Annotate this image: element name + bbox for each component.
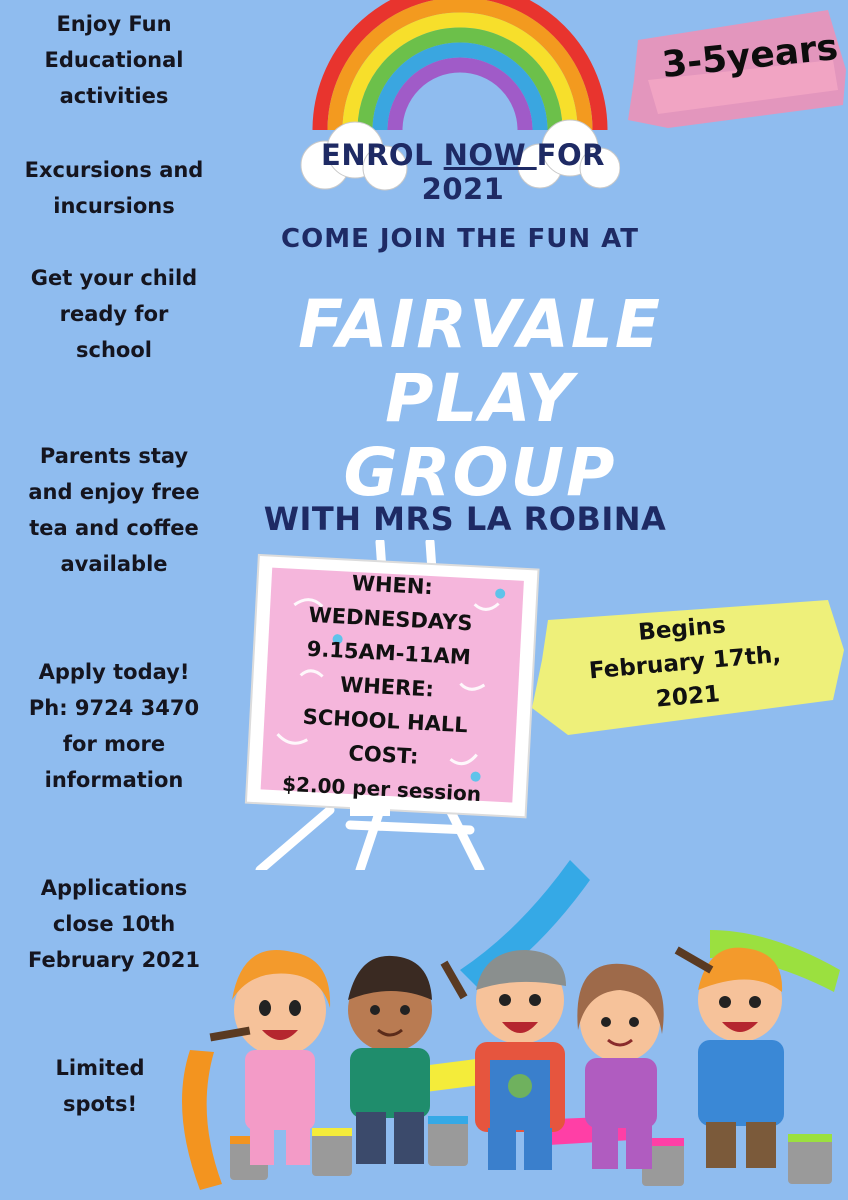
title-line: FAIRVALE PLAY (298, 286, 662, 437)
sidebar-text: activities (59, 84, 169, 108)
sidebar-text: Excursions and (24, 158, 204, 182)
board-line-price: $2.00 per session (281, 771, 482, 807)
begins-date (556, 601, 814, 724)
sidebar-text: Limited (55, 1056, 145, 1080)
sidebar-text: available (60, 552, 168, 576)
easel-board-text (256, 562, 518, 813)
sidebar-enjoy-fun (0, 6, 228, 114)
age-badge: 3-5years (660, 26, 840, 87)
page-title (200, 288, 760, 510)
sidebar-excursions (0, 152, 228, 224)
sidebar-text: school (76, 338, 152, 362)
board-line-venue: SCHOOL HALL (302, 704, 469, 738)
enrol-prefix: ENROL (321, 138, 444, 172)
enrol-suffix: FOR 2021 (421, 138, 605, 206)
sidebar-text: Apply today! (38, 660, 190, 684)
board-line-time: 9.15AM-11AM (306, 636, 472, 670)
sidebar-text: ready for (59, 302, 169, 326)
sidebar-text: Applications (40, 876, 188, 900)
teacher-heading: WITH MRS LA ROBINA (263, 500, 667, 538)
sidebar-text: Educational (44, 48, 184, 72)
enrol-now: NOW (443, 138, 537, 172)
sidebar-text: incursions (53, 194, 175, 218)
begins-line: 2021 (654, 681, 721, 713)
sidebar-text: tea and coffee (29, 516, 199, 540)
sidebar-text: close 10th (52, 912, 176, 936)
sidebar-text: for more (62, 732, 166, 756)
sidebar-text: information (44, 768, 184, 792)
board-line-day: WEDNESDAYS (308, 602, 474, 636)
sidebar-text: Get your child (30, 266, 198, 290)
board-line-cost: COST: (347, 741, 420, 769)
begins-line: February 17th, (587, 641, 783, 685)
sidebar-parents (0, 438, 228, 582)
sidebar-text: Enjoy Fun (56, 12, 172, 36)
sidebar-text: Parents stay (39, 444, 189, 468)
begins-line: Begins (637, 612, 727, 646)
sidebar-phone: Ph: 9724 3470 (28, 696, 200, 720)
sidebar-school-ready (0, 260, 228, 368)
board-line-when: WHEN: (351, 571, 434, 600)
come-join-heading: COME JOIN THE FUN AT (281, 224, 639, 254)
board-line-where: WHERE: (339, 672, 435, 702)
sidebar-text: spots! (62, 1092, 138, 1116)
kids-painting-illustration (150, 850, 848, 1200)
sidebar-text: February 2021 (27, 948, 201, 972)
title-line: GROUP (343, 434, 617, 511)
enrol-heading (288, 138, 638, 206)
sidebar-apply (0, 654, 228, 798)
sidebar-text: and enjoy free (28, 480, 200, 504)
